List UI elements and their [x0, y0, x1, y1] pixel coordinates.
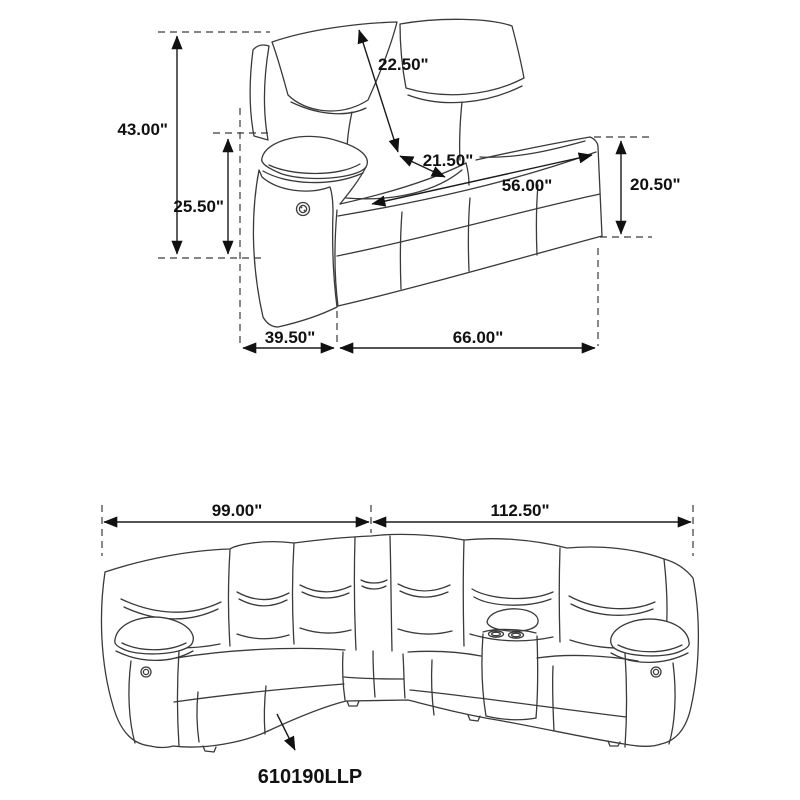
loveseat-front-vseam: [536, 185, 538, 255]
dim-line-seat-width: [372, 155, 592, 204]
dim-label-left-width: 99.00": [211, 501, 263, 520]
loveseat-front-vseam: [468, 198, 470, 271]
dim-label-seat-depth: 21.50": [422, 151, 474, 170]
sectional-line-art: [101, 534, 698, 752]
loveseat-arm-body: [253, 170, 337, 327]
sectional-back-divider: [559, 548, 560, 642]
dim-label-seat-front-height: 20.50": [630, 175, 681, 194]
loveseat-seat-smile-right: [480, 141, 585, 157]
loveseat-armrest-bun: [262, 136, 368, 178]
loveseat-base-edge: [338, 236, 602, 306]
loveseat-seat-lip-right: [476, 137, 590, 160]
foot: [347, 701, 359, 706]
dim-label-seat-back-height: 25.50": [173, 197, 224, 216]
loveseat-back-side: [250, 45, 269, 140]
dim-label-overall-width: 66.00": [452, 328, 504, 347]
model-number-label: 610190LLP: [257, 766, 363, 788]
loveseat-front-vseam: [400, 212, 402, 289]
dim-label-right-width: 112.50": [490, 501, 550, 520]
dim-label-overall-depth: 39.50": [264, 328, 316, 347]
sectional-back-divider: [463, 540, 464, 646]
dim-label-seat-width: 56.00": [501, 176, 553, 195]
dim-label-back-cushion: 22.50": [378, 55, 429, 74]
dim-label-overall-height: 43.00": [117, 120, 168, 139]
